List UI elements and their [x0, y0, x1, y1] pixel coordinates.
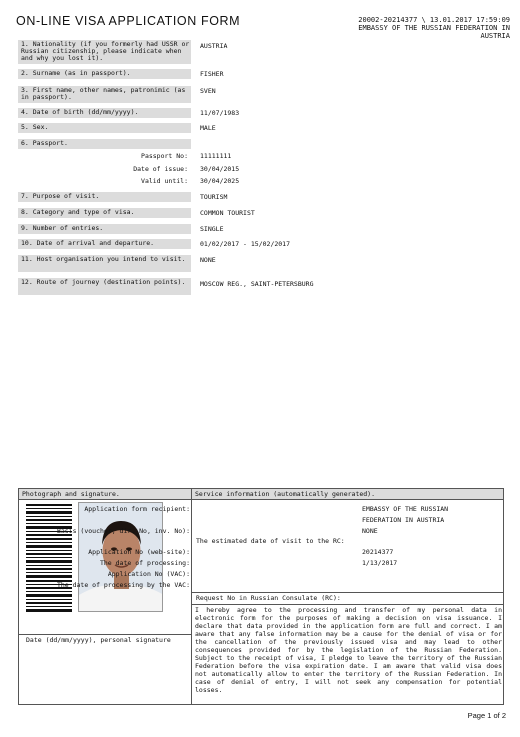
- passport-label: 6. Passport.: [18, 139, 191, 149]
- valid-until-value: 30/04/2025: [200, 177, 240, 185]
- recipient-label: Application form recipient:: [84, 505, 190, 513]
- route-label: 12. Route of journey (destination points).: [18, 278, 191, 295]
- nationality-value: AUSTRIA: [200, 42, 228, 50]
- processing-date-label: The date of processing:: [99, 559, 190, 567]
- passport-no-label: Passport No:: [141, 152, 188, 160]
- purpose-value: TOURISM: [200, 193, 228, 201]
- visa-category-label: 8. Category and type of visa.: [18, 208, 191, 218]
- basis-label: Basis (voucher, dir. No, inv. No):: [56, 527, 190, 535]
- application-no-value: 20214377: [362, 548, 394, 556]
- recipient-line-2: FEDERATION IN AUSTRIA: [362, 516, 445, 524]
- embassy-line-1: EMBASSY OF THE RUSSIAN FEDERATION IN: [358, 24, 510, 32]
- signature-line: [19, 634, 191, 635]
- arrival-departure-value: 01/02/2017 - 15/02/2017: [200, 240, 291, 248]
- nationality-label: 1. Nationality (if you formerly had USSR or Russian citizenship, please indicate when and why you lost it).: [18, 40, 191, 64]
- basis-value: NONE: [362, 527, 378, 535]
- visa-category-value: COMMON TOURIST: [200, 209, 255, 217]
- surname-value: FISHER: [200, 70, 224, 78]
- host-org-label: 11. Host organisation you intend to visit.: [18, 255, 191, 272]
- dob-label: 4. Date of birth (dd/mm/yyyy).: [18, 108, 191, 118]
- issue-date-label: Date of issue:: [133, 165, 188, 173]
- entries-value: SINGLE: [200, 225, 224, 233]
- first-name-label: 3. First name, other names, patronimic (as in passport).: [18, 86, 191, 103]
- applicant-photo: [78, 502, 163, 612]
- barcode-image: [26, 504, 72, 612]
- processing-date-value: 1/13/2017: [362, 559, 398, 567]
- form-title: ON-LINE VISA APPLICATION FORM: [16, 14, 241, 28]
- embassy-line-2: AUSTRIA: [480, 32, 510, 40]
- passport-no-value: 11111111: [200, 152, 232, 160]
- sex-label: 5. Sex.: [18, 123, 191, 133]
- consulate-request-label: Request No in Russian Consulate (RC):: [196, 594, 341, 602]
- host-org-value: NONE: [200, 256, 216, 264]
- sex-value: MALE: [200, 124, 216, 132]
- recipient-line-1: EMBASSY OF THE RUSSIAN: [362, 505, 449, 513]
- vac-application-no-label: Application No (VAC):: [107, 570, 190, 578]
- consulate-divider-bottom: [192, 604, 503, 605]
- service-section-header: Service information (automatically generated).: [192, 489, 503, 500]
- vac-processing-date-label: The date of processing by the VAC:: [56, 581, 190, 589]
- dob-value: 11/07/1983: [200, 109, 240, 117]
- reference-number: 20002-20214377 \ 13.01.2017 17:59:09: [358, 16, 510, 24]
- valid-until-label: Valid until:: [141, 177, 188, 185]
- estimated-date-label: The estimated date of visit to the RC:: [196, 537, 345, 545]
- page-number: Page 1 of 2: [467, 711, 506, 720]
- application-no-label: Application No (web-site):: [88, 548, 190, 556]
- consulate-divider-top: [192, 592, 503, 593]
- entries-label: 9. Number of entries.: [18, 224, 191, 234]
- date-signature-label: Date (dd/mm/yyyy), personal signature: [26, 636, 171, 644]
- arrival-departure-label: 10. Date of arrival and departure.: [18, 239, 191, 249]
- first-name-value: SVEN: [200, 87, 216, 95]
- route-value: MOSCOW REG., SAINT-PETERSBURG: [200, 280, 314, 288]
- agreement-text: I hereby agree to the processing and transfer of my personal data in electronic form for the purposes of making a decision on visa issuance. I declare that data provided in the application form are full and correct. I am aware that any false information may be a cause for the denial of visa or for the cancellation of the previously issued visa and may lead to other consequences provided for by the legislation of the Russian Federation. Subject to the receipt of visa, I pledge to leave the territory of the Russian Federation before the visa expiration date. I am aware that valid visa does not automatically allow to enter the territory of the Russian Federation. In case of denial of entry, I will not seek any compensation for potential losses.: [195, 606, 502, 694]
- issue-date-value: 30/04/2015: [200, 165, 240, 173]
- photo-section-header: Photograph and signature.: [19, 489, 191, 500]
- surname-label: 2. Surname (as in passport).: [18, 69, 191, 79]
- purpose-label: 7. Purpose of visit.: [18, 192, 191, 202]
- panel-divider: [191, 488, 192, 705]
